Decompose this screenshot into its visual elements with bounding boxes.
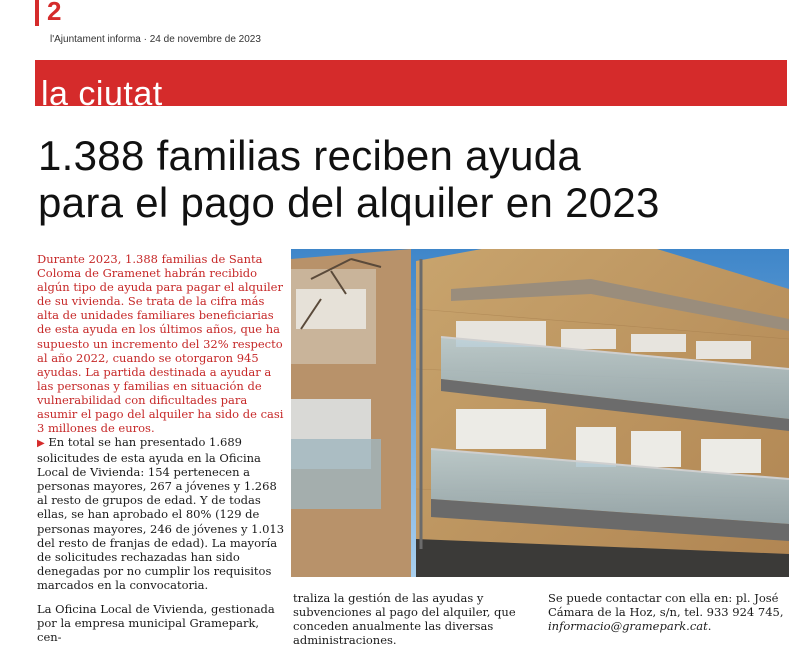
- contact-email: informacio@gramepark.cat: [548, 619, 708, 634]
- article-paragraph: La Oficina Local de Vivienda, gestionada por la empresa municipal Gramepark, cen-: [37, 602, 275, 645]
- article-paragraph: traliza la gestión de las ayudas y subvenciones al pago del alquiler, que conceden anualmente las diversas administraciones.: [293, 591, 516, 647]
- publication-dateline: l'Ajuntament informa · 24 de novembre de 2023: [50, 34, 261, 45]
- contact-text: Se puede contactar con ella en: pl. José Cámara de la Hoz, s/n, tel. 933 924 745,: [548, 591, 784, 620]
- article-paragraph: [548, 591, 788, 633]
- bullet-triangle-icon: ▶: [37, 438, 45, 449]
- email-suffix: .: [707, 619, 712, 634]
- page-number: 2: [47, 0, 62, 26]
- page-number-bar: [35, 0, 39, 26]
- article-photo: [291, 249, 789, 577]
- article-headline: [38, 132, 788, 226]
- section-label: la ciutat: [41, 75, 163, 106]
- section-banner: [35, 60, 787, 106]
- headline-line-2: para el pago del alquiler en 2023: [38, 179, 660, 226]
- paragraph-text: En total se han presentado 1.689 solicitudes de esta ayuda en la Oficina Local de Vivienda: 154 pertenecen a personas mayores, 267 a jóvenes y 1.268 al resto de grupos de edad. Y de todas ellas, se han aprobado el 80% (129 de personas mayores, 246 de jóvenes y 1.013 del resto de franjas de edad). La mayoría de solicitudes rechazadas han sido denegadas por no cumplir los requisitos marcados en la convocatoria.: [37, 435, 285, 592]
- article-lead: Durante 2023, 1.388 familias de Santa Coloma de Gramenet habrán recibido algún tipo de ayuda para pagar el alquiler de su vivienda. Se trata de la cifra más alta de unidades familiares beneficiarias de esta ayuda en los últimos años, que ha supuesto un incremento del 32% respecto al año 2022, cuando se otorgaron 945 ayudas. La partida destinada a ayudar a las personas y familias en situación de vulnerabilidad con dificultades para asumir el pago del alquiler ha sido de casi 3 millones de euros.: [37, 252, 284, 436]
- apartment-building-photo: [291, 249, 789, 577]
- article-paragraph: [37, 435, 287, 592]
- headline-line-1: 1.388 familias reciben ayuda: [38, 132, 582, 179]
